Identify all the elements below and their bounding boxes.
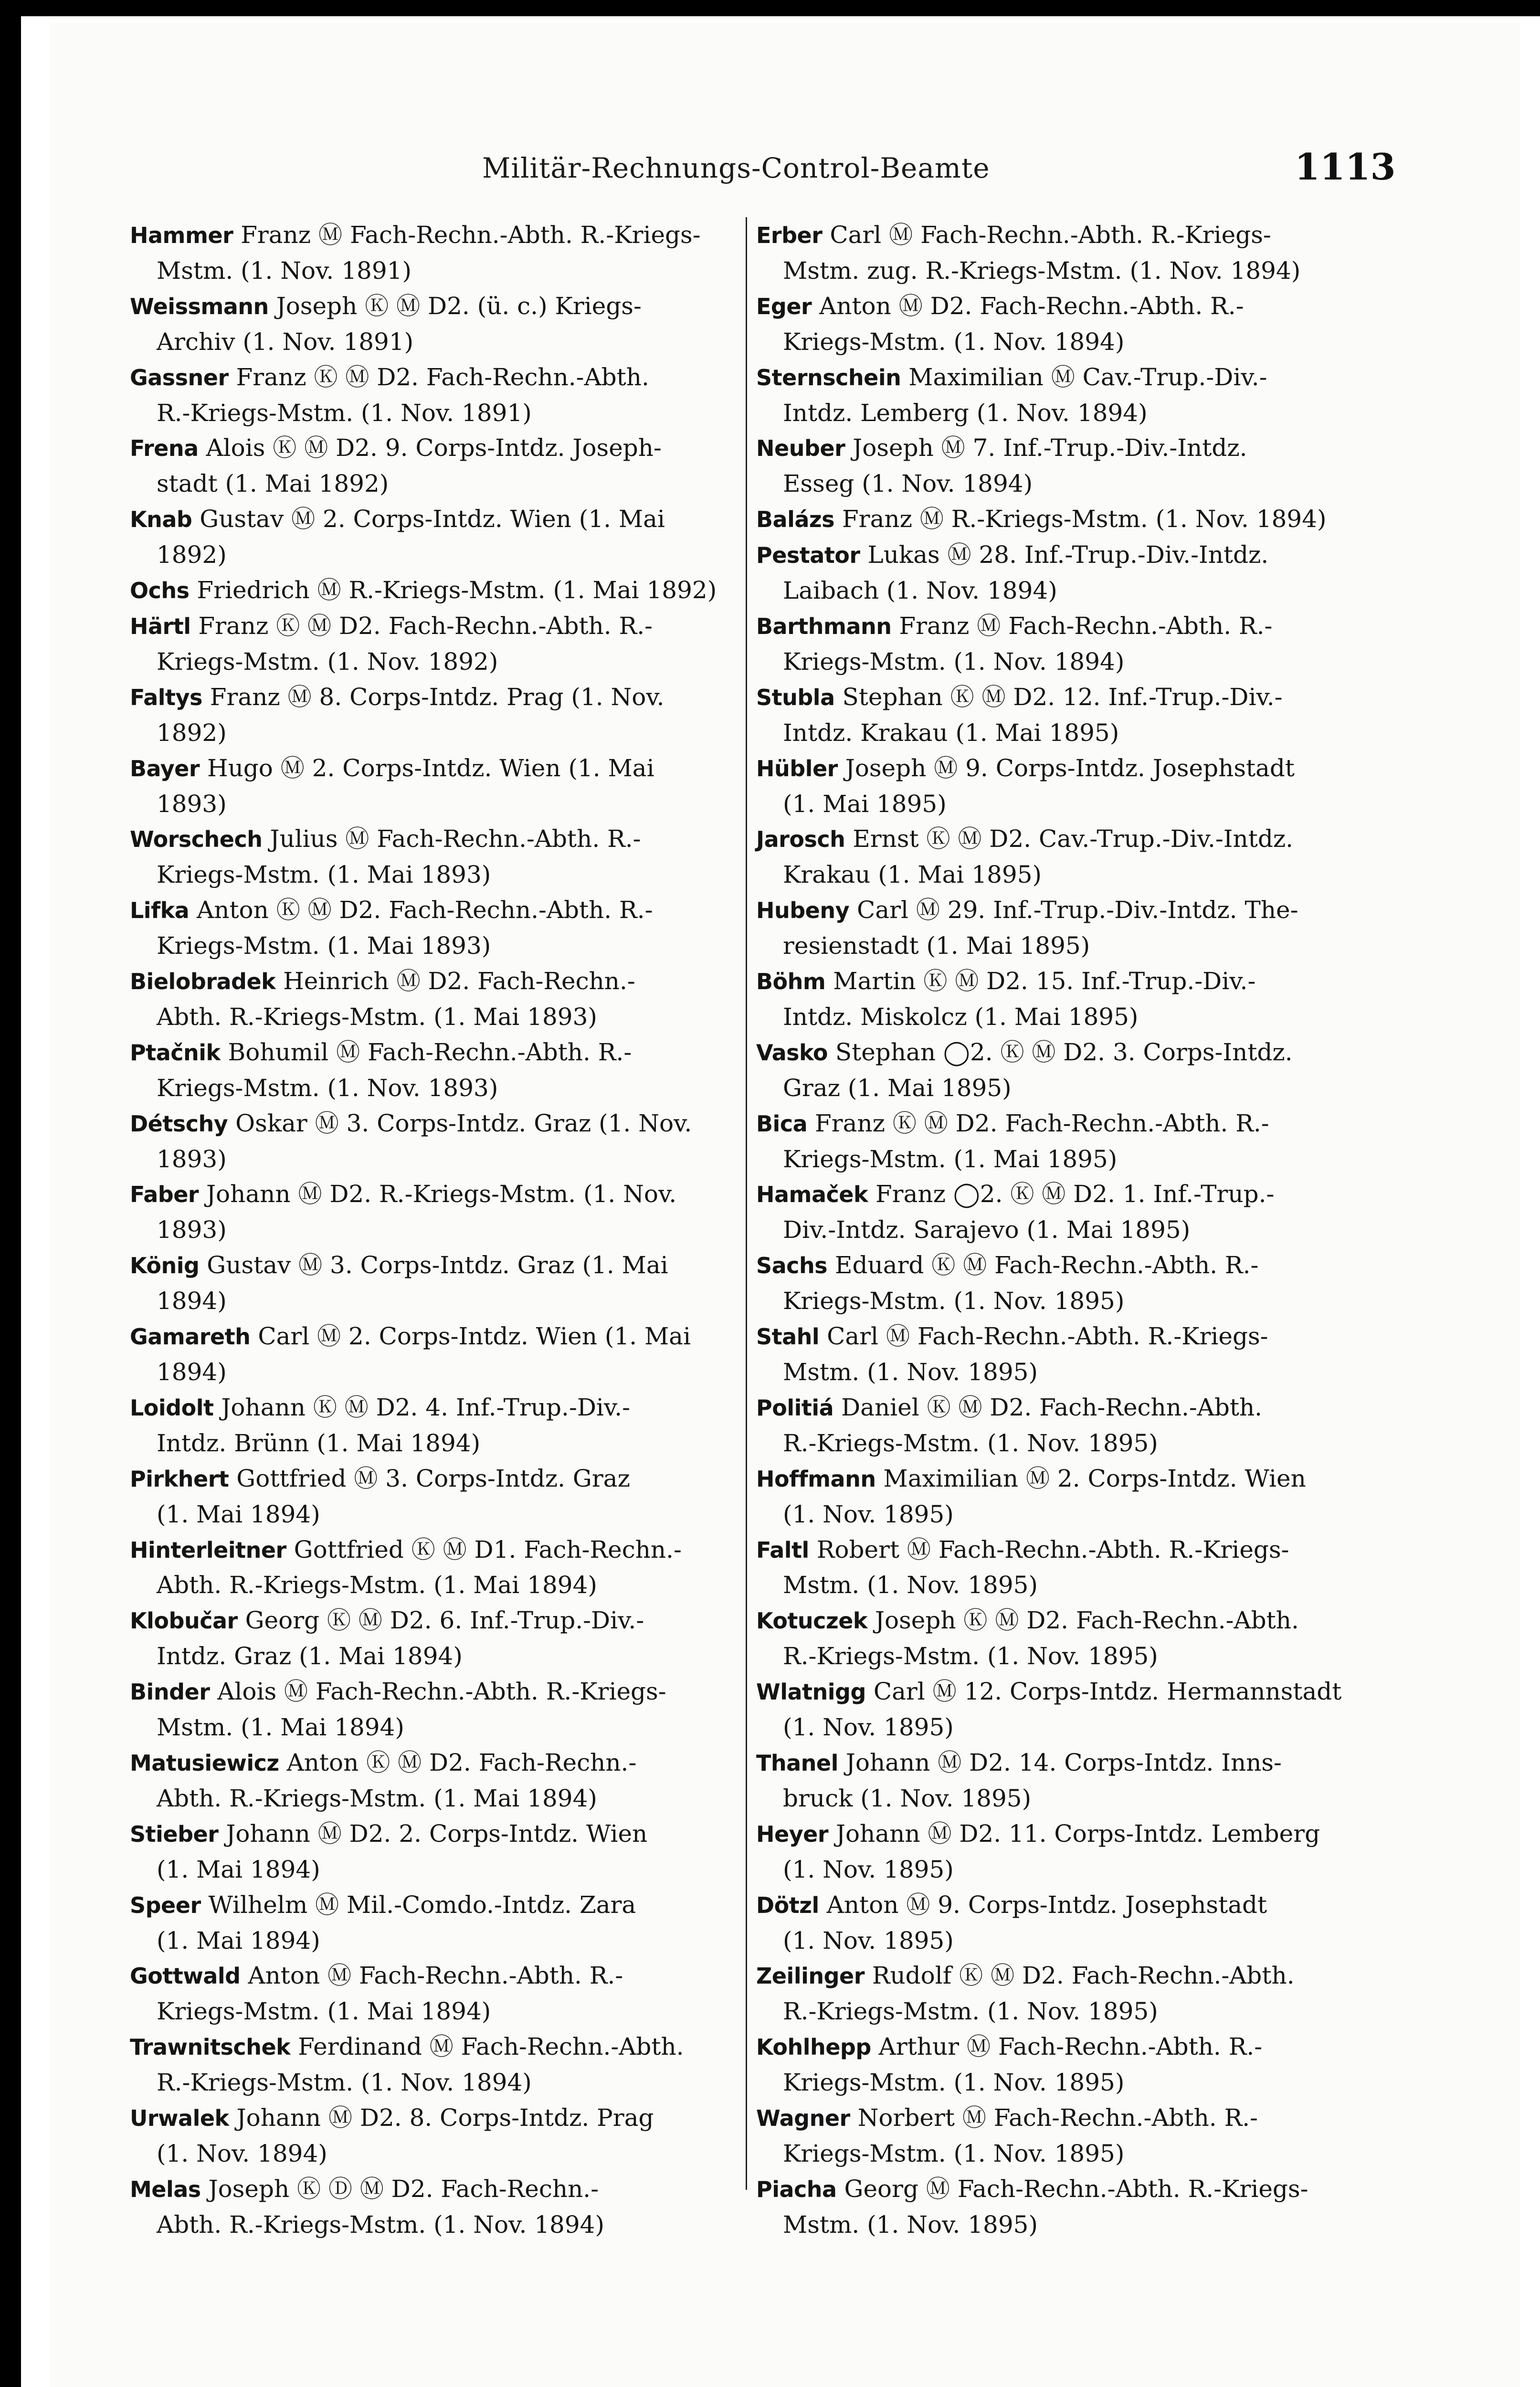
entry-first-line [130,822,746,857]
entry-details: Rudolf Ⓚ Ⓜ D2. Fach-Rechn.-Abth. [872,1962,1295,1990]
surname: Loidolt [130,1394,214,1421]
directory-entry [130,289,746,360]
directory-entry [756,2172,1372,2243]
directory-entry [756,893,1372,964]
surname: Jarosch [756,826,845,853]
entry-continuation: 1893) [157,1216,227,1244]
entry-continuation: Archiv (1. Nov. 1891) [157,327,414,356]
entry-continuation: (1. Nov. 1895) [783,1713,954,1742]
entry-continuation: R.-Kriegs-Mstm. (1. Nov. 1895) [783,1642,1158,1670]
entry-details: Franz Ⓜ 8. Corps-Intdz. Prag (1. Nov. [210,683,665,711]
entry-first-line [756,2029,1372,2065]
surname: Dötzl [756,1892,819,1918]
entry-details: Alois Ⓚ Ⓜ D2. 9. Corps-Intdz. Joseph- [206,434,662,462]
entry-first-line [756,1390,1372,1426]
entry-first-line [756,289,1372,325]
entry-details: Gustav Ⓜ 2. Corps-Intdz. Wien (1. Mai [200,505,665,533]
entry-continuation: Kriegs-Mstm. (1. Nov. 1895) [783,2069,1125,2097]
directory-entry [756,822,1372,893]
directory-entry [756,609,1372,680]
surname: Bayer [130,755,200,782]
entry-continuation: Abth. R.-Kriegs-Mstm. (1. Mai 1893) [157,1003,597,1031]
entry-continuation: (1. Mai 1894) [157,1500,320,1528]
entry-first-line [130,893,746,929]
directory-entry [130,893,746,964]
entry-details: Eduard Ⓚ Ⓜ Fach-Rechn.-Abth. R.- [834,1251,1259,1279]
entry-details: Carl Ⓜ Fach-Rechn.-Abth. R.-Kriegs- [830,221,1271,249]
surname: Ochs [130,578,190,604]
entry-details: Anton Ⓜ Fach-Rechn.-Abth. R.- [248,1962,623,1990]
directory-entry [130,680,746,751]
entry-details: Franz Ⓜ Fach-Rechn.-Abth. R.- [899,612,1273,640]
entry-first-line [130,1177,746,1213]
surname: Worschech [130,826,263,853]
surname: Thanel [756,1750,838,1776]
entry-continuation: bruck (1. Nov. 1895) [783,1784,1032,1812]
directory-entry [130,1390,746,1461]
entry-first-line [756,964,1372,1000]
directory-entry [130,1035,746,1106]
entry-details: Anton Ⓚ Ⓜ D2. Fach-Rechn.-Abth. R.- [197,896,653,924]
surname: Barthmann [756,613,892,639]
directory-entry [130,2101,746,2172]
entry-continuation: R.-Kriegs-Mstm. (1. Nov. 1895) [783,1997,1158,2026]
surname: Neuber [756,435,845,462]
entry-first-line [130,289,746,325]
entry-continuation: R.-Kriegs-Mstm. (1. Nov. 1891) [157,399,532,427]
surname: Matusiewicz [130,1750,279,1776]
entry-first-line [130,751,746,787]
directory-entry [130,1674,746,1745]
entry-first-line [130,1035,746,1071]
entry-first-line [130,609,746,644]
entry-continuation: Kriegs-Mstm. (1. Mai 1895) [783,1145,1118,1173]
surname: Zeilinger [756,1963,865,1989]
entry-first-line [756,1035,1372,1071]
entry-continuation: Intdz. Lemberg (1. Nov. 1894) [783,399,1148,427]
entry-continuation: Mstm. (1. Nov. 1895) [783,1571,1038,1599]
surname: Hoffmann [756,1466,876,1492]
entry-continuation: Kriegs-Mstm. (1. Nov. 1895) [783,2139,1125,2167]
entry-continuation: 1892) [157,541,227,569]
directory-entry [130,1319,746,1390]
entry-first-line [756,893,1372,929]
entry-continuation: R.-Kriegs-Mstm. (1. Nov. 1895) [783,1429,1158,1457]
directory-entry [130,1745,746,1817]
surname: Sachs [756,1253,828,1279]
surname: Frena [130,435,199,462]
surname: Bielobradek [130,969,276,995]
entry-details: Heinrich Ⓜ D2. Fach-Rechn.- [283,967,635,995]
surname: König [130,1253,200,1279]
entry-continuation: Mstm. (1. Mai 1894) [157,1713,404,1742]
directory-entry [130,1248,746,1319]
directory-entry [130,1817,746,1888]
directory-entry [756,1319,1372,1390]
surname: Urwalek [130,2105,229,2132]
directory-entry [130,1177,746,1248]
surname: Ptačnik [130,1039,221,1066]
entry-continuation: Abth. R.-Kriegs-Mstm. (1. Mai 1894) [157,1784,597,1812]
entry-details: Ferdinand Ⓜ Fach-Rechn.-Abth. [298,2033,684,2061]
entry-continuation: resienstadt (1. Mai 1895) [783,932,1090,960]
entry-first-line [130,1817,746,1852]
surname: Gassner [130,364,229,391]
entry-first-line [756,431,1372,466]
surname: Eger [756,293,812,319]
entry-details: Friedrich Ⓜ R.-Kriegs-Mstm. (1. Mai 1892) [197,576,717,604]
entry-continuation: (1. Mai 1894) [157,1855,320,1883]
directory-entry [756,502,1372,538]
surname: Böhm [756,969,826,995]
directory-entry [130,2029,746,2101]
entry-first-line [130,1106,746,1142]
scan-edge-top [0,0,1540,16]
entry-first-line [130,1461,746,1497]
directory-entry [756,2101,1372,2172]
entry-details: Gottfried Ⓜ 3. Corps-Intdz. Graz [236,1464,630,1492]
surname: Hubeny [756,898,850,924]
entry-details: Wilhelm Ⓜ Mil.-Comdo.-Intdz. Zara [208,1891,636,1919]
surname: Erber [756,222,823,248]
directory-entry [756,289,1372,360]
directory-entry [756,680,1372,751]
surname: Sternschein [756,364,901,391]
entry-continuation: (1. Nov. 1895) [783,1926,954,1954]
directory-entry [756,431,1372,502]
entry-first-line [130,1532,746,1568]
directory-entry [130,360,746,431]
surname: Kotuczek [756,1608,868,1634]
entry-first-line [130,360,746,396]
scan-edge-left [0,0,21,2387]
directory-entry [130,751,746,822]
directory-entry [756,1888,1372,1959]
entry-details: Gottfried Ⓚ Ⓜ D1. Fach-Rechn.- [294,1535,682,1563]
entry-details: Joseph Ⓜ 9. Corps-Intdz. Josephstadt [845,754,1295,782]
entry-continuation: Mstm. (1. Nov. 1895) [783,1358,1038,1386]
surname: Wagner [756,2105,850,2132]
entry-first-line [756,609,1372,644]
surname: Balázs [756,507,835,533]
entry-details: Franz Ⓚ Ⓜ D2. Fach-Rechn.-Abth. R.- [815,1109,1269,1137]
entry-details: Alois Ⓜ Fach-Rechn.-Abth. R.-Kriegs- [217,1678,666,1706]
entry-first-line [756,218,1372,253]
entry-continuation: Mstm. zug. R.-Kriegs-Mstm. (1. Nov. 1894) [783,256,1301,285]
entry-continuation: 1893) [157,1145,227,1173]
directory-entry [130,822,746,893]
directory-entry [756,1248,1372,1319]
surname: Hübler [756,755,838,782]
entry-first-line [756,2101,1372,2136]
entry-continuation: Kriegs-Mstm. (1. Nov. 1895) [783,1287,1125,1315]
surname: Hamaček [756,1182,868,1208]
surname: Gamareth [130,1324,251,1350]
entry-details: Franz Ⓜ Fach-Rechn.-Abth. R.-Kriegs- [241,221,701,249]
entry-continuation: Div.-Intdz. Sarajevo (1. Mai 1895) [783,1216,1191,1244]
directory-entry [130,964,746,1035]
entry-details: Joseph Ⓚ Ⓓ Ⓜ D2. Fach-Rechn.- [208,2175,599,2203]
directory-entry [756,1106,1372,1177]
entry-details: Arthur Ⓜ Fach-Rechn.-Abth. R.- [878,2033,1263,2061]
directory-entry [756,1177,1372,1248]
directory-entry [130,1106,746,1177]
entry-details: Maximilian Ⓜ Cav.-Trup.-Div.- [908,363,1267,391]
entry-details: Anton Ⓜ D2. Fach-Rechn.-Abth. R.- [819,292,1244,320]
entry-first-line [130,1888,746,1923]
entry-first-line [756,1532,1372,1568]
entry-first-line [130,1674,746,1710]
surname: Kohlhepp [756,2034,871,2060]
directory-entry [130,431,746,502]
page-header-title: Militär-Rechnungs-Control-Beamte [482,152,990,184]
entry-first-line [756,1603,1372,1639]
directory-entry [756,1674,1372,1745]
directory-entry [756,1817,1372,1888]
entry-first-line [756,1674,1372,1710]
entry-continuation: Krakau (1. Mai 1895) [783,861,1042,889]
directory-entry [756,1603,1372,1674]
entry-details: Carl Ⓜ 12. Corps-Intdz. Hermannstadt [873,1678,1342,1706]
entry-continuation: Kriegs-Mstm. (1. Nov. 1894) [783,647,1125,676]
entry-details: Joseph Ⓚ Ⓜ D2. (ü. c.) Kriegs- [276,292,642,320]
directory-entry [130,609,746,680]
entry-details: Franz Ⓚ Ⓜ D2. Fach-Rechn.-Abth. [236,363,649,391]
entry-details: Johann Ⓜ D2. 8. Corps-Intdz. Prag [236,2104,654,2132]
entry-first-line [130,573,746,609]
entry-details: Lukas Ⓜ 28. Inf.-Trup.-Div.-Intdz. [867,541,1269,569]
entry-continuation: Mstm. (1. Nov. 1895) [783,2210,1038,2239]
surname: Stahl [756,1324,820,1350]
surname: Faltl [756,1537,809,1563]
entry-continuation: (1. Mai 1894) [157,1926,320,1954]
entry-continuation: (1. Mai 1895) [783,790,947,818]
entry-details: Johann Ⓜ D2. 2. Corps-Intdz. Wien [226,1819,648,1848]
entry-details: Bohumil Ⓜ Fach-Rechn.-Abth. R.- [228,1038,632,1066]
entry-details: Johann Ⓚ Ⓜ D2. 4. Inf.-Trup.-Div.- [221,1393,631,1421]
directory-entry [130,218,746,289]
entry-continuation: Kriegs-Mstm. (1. Nov. 1894) [783,327,1125,356]
surname: Härtl [130,613,191,639]
surname: Pirkhert [130,1466,229,1492]
entry-first-line [756,360,1372,396]
directory-entry [756,538,1372,609]
surname: Bica [756,1110,808,1137]
entry-first-line [756,1177,1372,1213]
entry-details: Stephan ◯2. Ⓚ Ⓜ D2. 3. Corps-Intdz. [835,1038,1293,1066]
surname: Faltys [130,684,202,710]
entry-details: Robert Ⓜ Fach-Rechn.-Abth. R.-Kriegs- [816,1535,1289,1563]
surname: Détschy [130,1110,228,1137]
surname: Faber [130,1182,199,1208]
surname: Knab [130,507,192,533]
left-column [130,218,746,2243]
entry-first-line [756,1248,1372,1284]
entry-details: Anton Ⓜ 9. Corps-Intdz. Josephstadt [826,1891,1267,1919]
entry-first-line [756,502,1372,538]
right-column [756,218,1372,2243]
entry-continuation: 1894) [157,1358,227,1386]
directory-entry [130,1603,746,1674]
entry-continuation: Intdz. Miskolcz (1. Mai 1895) [783,1003,1139,1031]
entry-continuation: 1893) [157,790,227,818]
entry-first-line [756,1745,1372,1781]
directory-entry [756,964,1372,1035]
entry-first-line [130,680,746,716]
entry-first-line [756,1958,1372,1994]
entry-details: Johann Ⓜ D2. 14. Corps-Intdz. Inns- [845,1748,1282,1776]
surname: Weissmann [130,293,269,319]
entry-details: Stephan Ⓚ Ⓜ D2. 12. Inf.-Trup.-Div.- [842,683,1283,711]
entry-continuation: Intdz. Brünn (1. Mai 1894) [157,1429,481,1457]
entry-first-line [756,680,1372,716]
directory-entry [756,1958,1372,2029]
surname: Gottwald [130,1963,241,1989]
entry-continuation: stadt (1. Mai 1892) [157,470,389,498]
directory-entry [130,1888,746,1959]
entry-continuation: Abth. R.-Kriegs-Mstm. (1. Mai 1894) [157,1571,597,1599]
surname: Hinterleitner [130,1537,286,1563]
entry-first-line [130,2101,746,2136]
entry-continuation: Graz (1. Mai 1895) [783,1074,1012,1102]
entry-details: Julius Ⓜ Fach-Rechn.-Abth. R.- [270,825,641,853]
entry-continuation: Laibach (1. Nov. 1894) [783,577,1057,605]
entry-first-line [130,1248,746,1284]
entry-continuation: (1. Nov. 1894) [157,2139,327,2167]
surname: Piacha [756,2176,837,2202]
surname: Wlatnigg [756,1679,866,1705]
surname: Pestator [756,542,860,569]
entry-details: Georg Ⓜ Fach-Rechn.-Abth. R.-Kriegs- [844,2175,1308,2203]
directory-entry [756,2029,1372,2101]
surname: Speer [130,1892,201,1918]
entry-details: Franz Ⓚ Ⓜ D2. Fach-Rechn.-Abth. R.- [198,612,653,640]
entry-continuation: Kriegs-Mstm. (1. Nov. 1893) [157,1074,498,1102]
entry-continuation: Kriegs-Mstm. (1. Mai 1894) [157,1997,491,2026]
surname: Hammer [130,222,233,248]
directory-entry [756,1035,1372,1106]
entry-first-line [130,1603,746,1639]
entry-first-line [130,1745,746,1781]
entry-details: Anton Ⓚ Ⓜ D2. Fach-Rechn.- [286,1748,637,1776]
directory-entry [130,1461,746,1532]
entry-continuation: Abth. R.-Kriegs-Mstm. (1. Nov. 1894) [157,2210,604,2239]
entry-first-line [130,2172,746,2207]
entry-first-line [130,1958,746,1994]
entry-continuation: Kriegs-Mstm. (1. Nov. 1892) [157,647,498,676]
directory-entry [130,1958,746,2029]
surname: Klobučar [130,1608,238,1634]
entry-details: Maximilian Ⓜ 2. Corps-Intdz. Wien [883,1464,1306,1492]
entry-first-line [130,218,746,253]
entry-continuation: Intdz. Graz (1. Mai 1894) [157,1642,463,1670]
entry-details: Ernst Ⓚ Ⓜ D2. Cav.-Trup.-Div.-Intdz. [853,825,1294,853]
surname: Melas [130,2176,201,2202]
entry-details: Martin Ⓚ Ⓜ D2. 15. Inf.-Trup.-Div.- [833,967,1256,995]
entry-details: Johann Ⓜ D2. 11. Corps-Intdz. Lemberg [835,1819,1320,1848]
entry-first-line [756,1817,1372,1852]
entry-first-line [756,1319,1372,1355]
entry-first-line [756,751,1372,787]
surname: Trawnitschek [130,2034,291,2060]
entry-continuation: Kriegs-Mstm. (1. Mai 1893) [157,932,491,960]
entry-details: Joseph Ⓜ 7. Inf.-Trup.-Div.-Intdz. [853,434,1247,462]
entry-details: Carl Ⓜ 2. Corps-Intdz. Wien (1. Mai [258,1322,691,1351]
directory-entry [756,751,1372,822]
page-number: 1113 [1295,146,1396,188]
entry-continuation: Esseg (1. Nov. 1894) [783,470,1033,498]
entry-first-line [756,2172,1372,2207]
directory-entry [756,1461,1372,1532]
entry-continuation: 1892) [157,718,227,747]
entry-continuation: 1894) [157,1287,227,1315]
directory-entry [756,1745,1372,1817]
surname: Lifka [130,898,190,924]
entry-continuation: (1. Nov. 1895) [783,1500,954,1528]
column-divider [746,217,747,2190]
directory-entry [130,2172,746,2243]
directory-entry [130,502,746,573]
directory-entry [756,218,1372,289]
entry-details: Carl Ⓜ 29. Inf.-Trup.-Div.-Intdz. The- [857,896,1298,924]
entry-details: Daniel Ⓚ Ⓜ D2. Fach-Rechn.-Abth. [841,1393,1263,1421]
entry-details: Hugo Ⓜ 2. Corps-Intdz. Wien (1. Mai [207,754,654,782]
entry-details: Joseph Ⓚ Ⓜ D2. Fach-Rechn.-Abth. [875,1606,1299,1635]
entry-first-line [130,964,746,1000]
entry-details: Johann Ⓜ D2. R.-Kriegs-Mstm. (1. Nov. [206,1180,677,1208]
entry-continuation: Intdz. Krakau (1. Mai 1895) [783,718,1119,747]
entry-first-line [756,1888,1372,1923]
entry-continuation: R.-Kriegs-Mstm. (1. Nov. 1894) [157,2069,532,2097]
directory-entry [130,1532,746,1604]
directory-entry [756,1532,1372,1604]
surname: Heyer [756,1821,829,1847]
entry-details: Franz ◯2. Ⓚ Ⓜ D2. 1. Inf.-Trup.- [875,1180,1275,1208]
entry-first-line [756,822,1372,857]
entry-details: Oskar Ⓜ 3. Corps-Intdz. Graz (1. Nov. [235,1109,692,1137]
directory-entry [756,1390,1372,1461]
entry-first-line [756,1106,1372,1142]
entry-details: Norbert Ⓜ Fach-Rechn.-Abth. R.- [857,2104,1258,2132]
entry-details: Gustav Ⓜ 3. Corps-Intdz. Graz (1. Mai [207,1251,668,1279]
entry-first-line [756,1461,1372,1497]
entry-first-line [130,431,746,466]
entry-details: Carl Ⓜ Fach-Rechn.-Abth. R.-Kriegs- [827,1322,1268,1351]
surname: Vasko [756,1039,828,1066]
surname: Politiá [756,1394,834,1421]
surname: Binder [130,1679,210,1705]
entry-first-line [130,502,746,538]
entry-continuation: (1. Nov. 1895) [783,1855,954,1883]
entry-continuation: Mstm. (1. Nov. 1891) [157,256,411,285]
entry-details: Georg Ⓚ Ⓜ D2. 6. Inf.-Trup.-Div.- [245,1606,644,1635]
surname: Stieber [130,1821,219,1847]
directory-entry [756,360,1372,431]
entry-first-line [130,2029,746,2065]
directory-entry [130,573,746,609]
entry-first-line [130,1319,746,1355]
entry-first-line [130,1390,746,1426]
entry-details: Franz Ⓜ R.-Kriegs-Mstm. (1. Nov. 1894) [842,505,1327,533]
entry-continuation: Kriegs-Mstm. (1. Mai 1893) [157,861,491,889]
surname: Stubla [756,684,835,710]
entry-first-line [756,538,1372,573]
